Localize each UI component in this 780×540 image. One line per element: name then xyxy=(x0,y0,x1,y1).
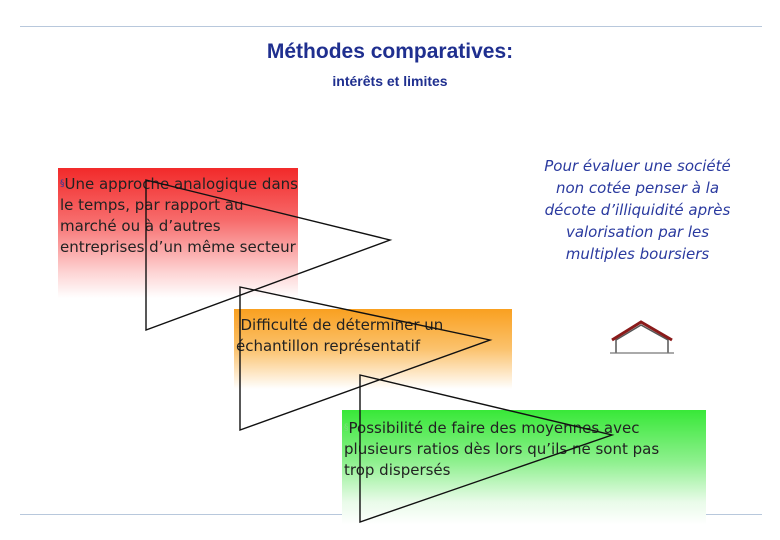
text-analogique-body: Une approche analogique dans le temps, par rapport au marché ou à d’autres entreprises d’un même secteur xyxy=(60,175,298,256)
triangle-shape-2 xyxy=(240,287,490,430)
slide-subtitle: intérêts et limites xyxy=(332,73,448,89)
bullet-marker: § xyxy=(60,179,65,189)
triangle-shape-3 xyxy=(360,375,612,522)
bullet-marker: § xyxy=(236,320,241,330)
side-note: Pour évaluer une société non cotée penser à la décote d’illiquidité après valorisation par les multiples boursiers xyxy=(544,157,731,263)
text-moyennes-body: Possibilité de faire des moyennes avec plusieurs ratios dès lors qu’ils ne sont pas trop dispersés xyxy=(344,419,660,479)
bullet-marker: § xyxy=(344,423,349,433)
triangle-arrow-shapes xyxy=(146,180,612,522)
house-icon xyxy=(610,322,674,353)
slide-title: Méthodes comparatives: xyxy=(266,40,514,63)
text-echantillon-body: Difficulté de déterminer un échantillon représentatif xyxy=(236,316,444,355)
triangle-shape-1 xyxy=(146,180,390,330)
